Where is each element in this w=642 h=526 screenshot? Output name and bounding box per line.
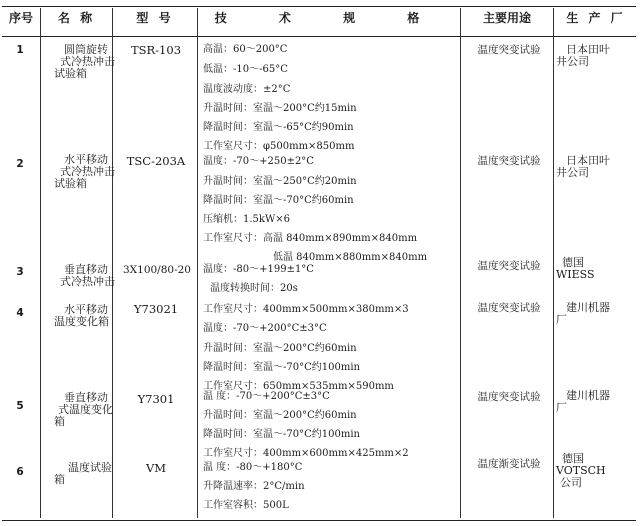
col-divider <box>197 8 198 518</box>
row-2-maker <box>556 155 636 179</box>
header-use: 主要用途 <box>482 11 531 25</box>
row-5-seq: 5 <box>16 400 24 412</box>
row-2-spec-6: 低温 840mm×880mm×840mm <box>273 252 428 263</box>
row-5-spec-4: 工作室尺寸：400mm×600mm×425mm×2 <box>203 448 409 459</box>
row-6-seq: 6 <box>16 466 24 478</box>
row-6-spec-1: 温 度：-80～+180°C <box>203 462 303 473</box>
row-5-spec-2: 升温时间：室温～200°C约60min <box>203 410 357 421</box>
row-3-model: 3X100/80-20 <box>122 264 191 276</box>
maker-line: 德国 <box>562 452 584 465</box>
row-6-spec-3: 工作室容积：500L <box>203 500 289 511</box>
row-1-use: 温度突变试验 <box>477 44 541 56</box>
maker-line: 建川机器 <box>566 301 610 314</box>
name-line: 垂直移动 <box>64 263 108 276</box>
row-2-model: TSC-203A <box>126 154 186 168</box>
row-6-use: 温度渐变试验 <box>477 458 541 470</box>
row-6-model: VM <box>145 461 167 475</box>
name-line: 试验箱 <box>54 67 87 80</box>
header-spec: 技 术 规 格 <box>214 11 444 25</box>
row-1-spec-2: 低温：-10～-65°C <box>203 64 288 75</box>
name-line: 水平移动 <box>64 153 108 166</box>
name-line: 水平移动 <box>64 303 108 316</box>
row-2-spec-5: 工作室尺寸：高温 840mm×890mm×840mm <box>203 233 418 244</box>
row-1-seq: 1 <box>16 44 24 56</box>
name-line: 箱 <box>54 473 65 486</box>
row-1-spec-3: 温度波动度：±2°C <box>203 84 291 95</box>
row-3-use: 温度突变试验 <box>477 260 541 272</box>
header-bottom-rule <box>2 36 636 37</box>
maker-line: 德国 <box>562 256 584 269</box>
name-line: 试验箱 <box>54 177 87 190</box>
row-5-use: 温度突变试验 <box>477 391 541 403</box>
header-seq: 序号 <box>8 11 33 25</box>
table-bottom-rule <box>2 520 636 521</box>
name-line: 箱 <box>54 415 65 428</box>
maker-line: 厂 <box>556 401 567 414</box>
row-2-spec-2: 升温时间：室温～250°C约20min <box>203 176 357 187</box>
row-5-maker <box>556 390 636 414</box>
maker-line: 井公司 <box>556 166 589 179</box>
row-2-seq: 2 <box>16 158 24 170</box>
maker-line: 井公司 <box>556 55 589 68</box>
row-4-seq: 4 <box>16 307 24 319</box>
row-6-maker <box>556 453 636 489</box>
name-line: 式冷热冲击 <box>60 275 115 288</box>
row-4-spec-2: 温度：-70～+200°C±3°C <box>203 323 327 334</box>
row-1-spec-4: 升温时间：室温～200°C约15min <box>203 103 357 114</box>
row-1-maker <box>556 44 636 68</box>
maker-line: 建川机器 <box>566 389 610 402</box>
row-3-seq: 3 <box>16 266 24 278</box>
row-6-spec-2: 升降温速率：2°C/min <box>203 481 305 492</box>
maker-line: 公司 <box>560 476 582 489</box>
maker-line: 日本田叶 <box>566 154 610 167</box>
row-1-spec-1: 高温：60～200°C <box>203 44 288 55</box>
header-maker: 生 产 厂 <box>566 11 626 25</box>
name-line: 温度试验 <box>68 461 112 474</box>
row-2-spec-4: 压缩机：1.5kW×6 <box>203 214 290 225</box>
name-line: 式温度变化 <box>58 403 113 416</box>
row-5-spec-1: 温 度：-70～+200°C±3°C <box>203 391 330 402</box>
table-top-rule <box>2 6 636 7</box>
row-1-spec-6: 工作室尺寸：φ500mm×850mm <box>203 141 355 152</box>
row-5-spec-3: 降温时间：室温～-70°C约100min <box>203 429 360 440</box>
row-1-spec-5: 降温时间：室温～-65°C约90min <box>203 122 354 133</box>
maker-line: WIESS <box>556 268 595 281</box>
col-divider <box>40 8 41 518</box>
row-2-spec-1: 温度：-70～+250±2°C <box>203 156 314 167</box>
row-4-model: Y73021 <box>133 302 179 316</box>
header-model: 型 号 <box>136 11 174 25</box>
row-3-maker <box>556 257 636 281</box>
row-4-maker <box>556 302 636 326</box>
name-line: 垂直移动 <box>64 391 108 404</box>
row-3-spec-2: 温度转换时间：20s <box>210 283 298 294</box>
row-5-model: Y7301 <box>137 392 175 406</box>
row-2-use: 温度突变试验 <box>477 155 541 167</box>
col-divider <box>112 8 113 518</box>
row-4-spec-1: 工作室尺寸：400mm×500mm×380mm×3 <box>203 304 409 315</box>
row-4-spec-5: 工作室尺寸：650mm×535mm×590mm <box>203 381 394 392</box>
row-4-spec-3: 升温时间：室温～200°C约60min <box>203 343 357 354</box>
row-4-use: 温度突变试验 <box>477 302 541 314</box>
row-1-model: TSR-103 <box>130 43 182 57</box>
name-line: 式冷热冲击 <box>60 55 115 68</box>
name-line: 温度变化箱 <box>54 315 109 328</box>
maker-line: 日本田叶 <box>566 43 610 56</box>
row-2-spec-3: 降温时间：室温～-70°C约60min <box>203 195 354 206</box>
name-line: 圆筒旋转 <box>64 43 108 56</box>
header-name: 名 称 <box>57 11 96 25</box>
row-4-spec-4: 降温时间：室温～-70°C约100min <box>203 362 360 373</box>
name-line: 式冷热冲击 <box>60 165 115 178</box>
maker-line: 厂 <box>556 313 567 326</box>
row-3-spec-1: 温度：-80～+199±1°C <box>203 264 314 275</box>
maker-line: VOTSCH <box>556 464 606 477</box>
